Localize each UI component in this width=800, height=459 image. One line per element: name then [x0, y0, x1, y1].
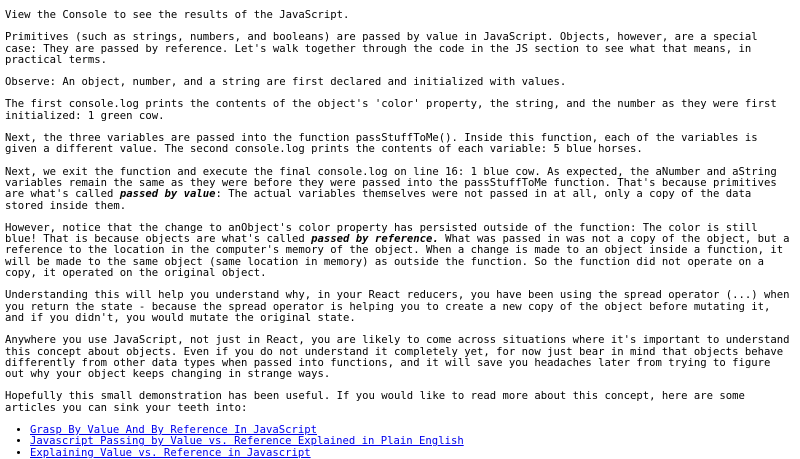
- article-links-list: [5, 425, 794, 459]
- reference-paragraph: [5, 223, 794, 279]
- link-grasp-by-value[interactable]: Grasp By Value And By Reference In JavaScript: [30, 424, 318, 437]
- list-item: [30, 448, 794, 459]
- passed-by-reference-emphasis: passed by reference.: [311, 233, 439, 246]
- passed-by-value-emphasis: passed by value: [119, 188, 216, 201]
- reference-text-b: What was passed in was not a copy of the object, but a reference to the location in the computer's memory of the object. When a change is made to an object inside a function, it will be made to the same object (same location in memory) as outside the function. So the function did not operate on a copy, it operated on the original object.: [5, 233, 790, 280]
- final-log-text-a: Next, we exit the function and execute the final console.log on line 16: 1 blue cow. As expected, the aNumber and aString variables remain the same as they were before they were passed into the passStuffToMe function. That's because primitives are what's called: [5, 165, 777, 201]
- final-log-paragraph: [5, 167, 794, 212]
- intro-paragraph: View the Console to see the results of the JavaScript.: [5, 9, 350, 21]
- link-explaining-value-vs-reference[interactable]: Explaining Value vs. Reference in Javascript: [30, 446, 311, 459]
- first-log-paragraph: The first console.log prints the contents of the object's 'color' property, the string, and the number as they were first initialized: 1 green cow.: [5, 98, 777, 122]
- primitives-paragraph: Primitives (such as strings, numbers, and booleans) are passed by value in JavaScript. Objects, however, are a special case: They are passed by reference. Let's walk together through the code in the JS section to see what that means, in practical terms.: [5, 31, 758, 66]
- reference-text-a: However, notice that the change to anObject's color property has persisted outside of the function: The color is still blue! That is because objects are what's called: [5, 221, 758, 246]
- anywhere-paragraph: Anywhere you use JavaScript, not just in React, you are likely to come across situations where it's important to understand this concept about objects. Even if you do not understand it completely yet, for now just bear in mind that objects behave differently from other data types when passed into functions, and it will save you headaches later from trying to figure out why your object keeps changing in strange ways.: [5, 334, 790, 381]
- second-log-paragraph: Next, the three variables are passed into the function passStuffToMe(). Inside this function, each of the variables is given a different value. The second console.log prints the contents of each variable: 5 blue horses.: [5, 132, 758, 156]
- link-passing-by-value-plain-english[interactable]: Javascript Passing by Value vs. Reference Explained in Plain English: [30, 435, 464, 448]
- observe-paragraph: Observe: An object, number, and a string are first declared and initialized with values.: [5, 76, 567, 89]
- final-log-text-b: : The actual variables themselves were not passed in at all, only a copy of the data stored inside them.: [5, 188, 752, 212]
- closing-paragraph: Hopefully this small demonstration has been useful. If you would like to read more about this concept, here are some articles you can sink your teeth into:: [5, 390, 745, 414]
- react-paragraph: Understanding this will help you understand why, in your React reducers, you have been using the spread operator (...) when you return the state - because the spread operator is helping you to create a new copy of the object before mutating it, and if you didn't, you would mutate the original state.: [5, 289, 790, 324]
